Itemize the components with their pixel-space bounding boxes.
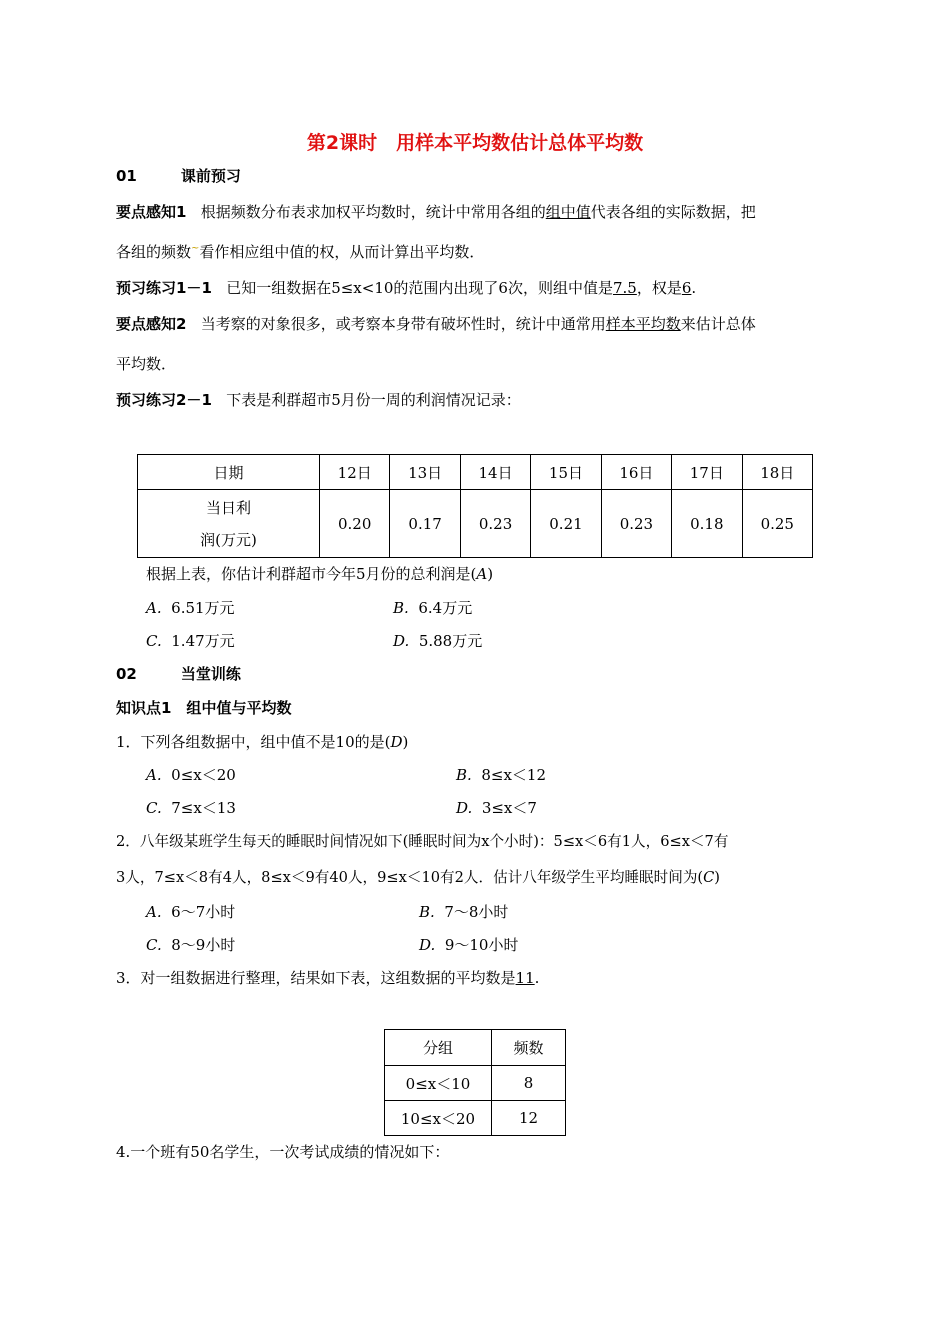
table-cell: 0.25	[742, 490, 812, 558]
option	[393, 630, 482, 651]
option	[393, 597, 472, 618]
answer: C	[703, 869, 715, 886]
option-key: A.	[146, 903, 162, 921]
key-point-label: 要点感知1	[116, 203, 187, 221]
key-point-2-line2: 平均数．	[116, 355, 177, 373]
text: )	[487, 565, 494, 583]
table-header: 日期	[138, 455, 320, 490]
section-2-heading	[116, 663, 241, 684]
option	[146, 934, 235, 955]
text: 3人，7≤x＜8有4人，8≤x＜9有40人，9≤x＜10有2人．估计八年级学生平均睡眠时间为(	[116, 869, 704, 886]
table-header: 13日	[390, 455, 460, 490]
option	[146, 901, 235, 922]
option-text: 7～8小时	[444, 903, 509, 921]
key-point-1	[116, 201, 756, 222]
question-1-stem	[116, 731, 408, 752]
option-text: 8≤x＜12	[481, 766, 547, 784]
answer-blank: 7.5	[612, 279, 637, 297]
table-header: 15日	[531, 455, 601, 490]
text: 1．下列各组数据中，组中值不是10的是(	[116, 733, 391, 751]
section-number: 02	[116, 665, 137, 683]
table-header: 14日	[460, 455, 530, 490]
text: 3．对一组数据进行整理，结果如下表，这组数据的平均数是	[116, 969, 516, 987]
answer: A	[476, 565, 488, 583]
table-row-header	[138, 490, 320, 558]
answer-blank: 样本平均数	[605, 315, 681, 333]
question-2-line2	[116, 866, 720, 887]
answer: D	[390, 733, 403, 751]
exercise-label: 预习练习2－1	[116, 391, 212, 409]
table-cell: 0.20	[320, 490, 390, 558]
option-text: 6.4万元	[418, 599, 473, 617]
frequency-table	[384, 1029, 566, 1136]
table-header: 17日	[672, 455, 742, 490]
section-1-heading	[116, 165, 241, 186]
knowledge-point-1: 知识点1 组中值与平均数	[116, 699, 292, 717]
option-text: 3≤x＜7	[481, 799, 537, 817]
option-key: D.	[456, 799, 473, 817]
option-text: 5.88万元	[418, 632, 483, 650]
page-title: 第2课时 用样本平均数估计总体平均数	[306, 132, 644, 154]
option	[419, 934, 518, 955]
text: 已知一组数据在5≤x<10的范围内出现了6次，则组中值是	[226, 279, 613, 297]
text: 当日利	[205, 498, 251, 517]
option-key: D.	[393, 632, 410, 650]
section-label: 当堂训练	[180, 665, 241, 683]
text: .	[534, 969, 540, 987]
table-cell: 0.21	[531, 490, 601, 558]
key-point-2	[116, 313, 756, 334]
table-header: 16日	[601, 455, 671, 490]
option	[419, 901, 508, 922]
exercise-1-1	[116, 277, 696, 298]
option-text: 1.47万元	[171, 632, 235, 650]
text: 各组的频数	[116, 243, 192, 261]
table-header: 12日	[320, 455, 390, 490]
key-point-label: 要点感知2	[116, 315, 187, 333]
option	[146, 630, 235, 651]
table-cell: 0.17	[390, 490, 460, 558]
question-2-line1: 2．八年级某班学生每天的睡眠时间情况如下(睡眠时间为x个小时)：5≤x＜6有1人，6≤x＜7有	[116, 833, 729, 850]
option-text: 6～7小时	[171, 903, 236, 921]
text: ，权是	[636, 279, 682, 297]
option-text: 6.51万元	[171, 599, 235, 617]
table-cell: 0.18	[672, 490, 742, 558]
text: 润(万元)	[200, 530, 257, 549]
exercise-label: 预习练习1－1	[116, 279, 212, 297]
spell-mark-icon: ~	[191, 243, 200, 254]
option-key: C.	[146, 632, 162, 650]
option-key: B.	[393, 599, 409, 617]
key-point-1-line2	[116, 241, 484, 262]
option-text: 0≤x＜20	[171, 766, 236, 784]
table-cell: 10≤x＜20	[385, 1101, 492, 1136]
table-cell: 8	[492, 1066, 566, 1101]
text: 根据上表，你估计利群超市今年5月份的总利润是(	[146, 565, 477, 583]
option	[456, 764, 546, 785]
option-text: 9～10小时	[444, 936, 519, 954]
answer-blank: 11	[515, 969, 535, 987]
table-header: 分组	[385, 1030, 492, 1066]
text: 当考察的对象很多，或考察本身带有破坏性时，统计中通常用	[200, 315, 606, 333]
option	[146, 597, 235, 618]
section-number: 01	[116, 167, 137, 185]
text: 代表各组的实际数据，把	[590, 203, 756, 221]
option-key: B.	[456, 766, 472, 784]
option	[456, 797, 537, 818]
option	[146, 797, 236, 818]
question-0-stem	[146, 563, 493, 584]
profit-table	[137, 454, 813, 558]
table-cell: 0≤x＜10	[385, 1066, 492, 1101]
text: 来估计总体	[680, 315, 756, 333]
text: 看作相应组中值的权，从而计算出平均数．	[199, 243, 485, 261]
answer-blank: 6	[681, 279, 692, 297]
option-key: D.	[419, 936, 436, 954]
question-3	[116, 967, 539, 988]
section-label: 课前预习	[180, 167, 241, 185]
answer-blank: 组中值	[545, 203, 591, 221]
table-header: 18日	[742, 455, 812, 490]
table-cell: 0.23	[460, 490, 530, 558]
option-text: 7≤x＜13	[171, 799, 236, 817]
text: 根据频数分布表求加权平均数时，统计中常用各组的	[200, 203, 546, 221]
option-key: C.	[146, 799, 162, 817]
text: .	[691, 279, 697, 297]
option	[146, 764, 236, 785]
table-cell: 12	[492, 1101, 566, 1136]
table-header: 频数	[492, 1030, 566, 1066]
option-key: C.	[146, 936, 162, 954]
text: )	[402, 733, 409, 751]
exercise-2-1	[116, 389, 521, 410]
table-cell: 0.23	[601, 490, 671, 558]
question-4: 4.一个班有50名学生，一次考试成绩的情况如下：	[116, 1143, 450, 1161]
option-key: A.	[146, 599, 162, 617]
text: 下表是利群超市5月份一周的利润情况记录：	[226, 391, 521, 409]
option-text: 8～9小时	[171, 936, 236, 954]
text: )	[714, 869, 720, 886]
option-key: A.	[146, 766, 162, 784]
option-key: B.	[419, 903, 435, 921]
